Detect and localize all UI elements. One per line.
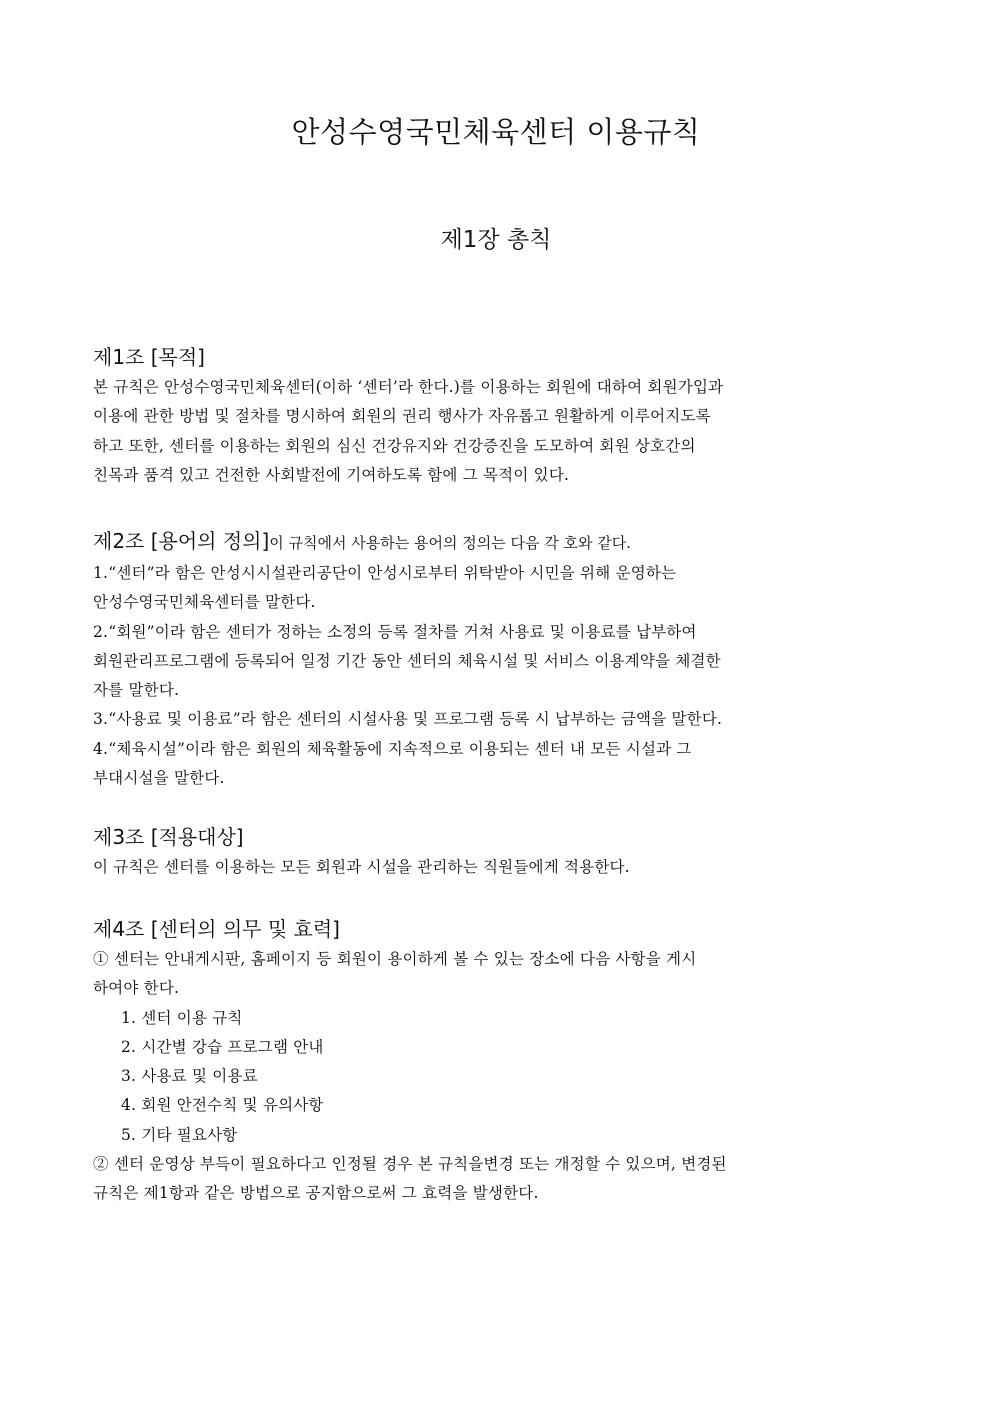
article-2-line: 2.“회원”이라 함은 센터가 정하는 소정의 등록 절차를 거쳐 사용료 및 이용료를 납부하여 bbox=[93, 622, 697, 641]
article-1-heading: 제1조 [목적] bbox=[93, 345, 205, 369]
article-3-line: 이 규칙은 센터를 이용하는 모든 회원과 시설을 관리하는 직원들에게 적용한다. bbox=[93, 858, 630, 876]
article-2-line: 안성수영국민체육센터를 말한다. bbox=[93, 593, 316, 612]
article-4-list-item: 5. 기타 필요사항 bbox=[121, 1125, 238, 1144]
article-4-line: ① 센터는 안내게시판, 홈페이지 등 회원이 용이하게 볼 수 있는 장소에 다음 사항을 게시 bbox=[93, 950, 697, 968]
article-1-line: 친목과 품격 있고 건전한 사회발전에 기여하도록 함에 그 목적이 있다. bbox=[93, 465, 570, 484]
article-2-line: 4.“체육시설”이라 함은 회원의 체육활동에 지속적으로 이용되는 센터 내 모든 시설과 그 bbox=[93, 739, 692, 758]
article-1-line: 하고 또한, 센터를 이용하는 회원의 심신 건강유지와 건강증진을 도모하여 회원 상호간의 bbox=[93, 436, 696, 455]
article-2-heading-row bbox=[93, 525, 923, 559]
chapter-title: 제1장 총칙 bbox=[440, 227, 552, 253]
article-3 bbox=[93, 821, 923, 882]
article-4-list-item: 3. 사용료 및 이용료 bbox=[121, 1067, 258, 1086]
article-1-line: 본 규칙은 안성수영국민체육센터(이하 ‘센터’라 한다.)를 이용하는 회원에 대하여 회원가입과 bbox=[93, 378, 724, 396]
article-2-line: 부대시설을 말한다. bbox=[93, 769, 225, 788]
article-2-line: 1.“센터”라 함은 안성시시설관리공단이 안성시로부터 위탁받아 시민을 위해 운영하는 bbox=[93, 564, 677, 582]
article-1-line: 이용에 관한 방법 및 절차를 명시하여 회원의 권리 행사가 자유롭고 원활하게 이루어지도록 bbox=[93, 407, 711, 426]
article-2-line: 3.“사용료 및 이용료”라 함은 센터의 시설사용 및 프로그램 등록 시 납부하는 금액을 말한다. bbox=[93, 710, 723, 729]
article-2-heading: 제2조 [용어의 정의] bbox=[93, 529, 270, 553]
article-2 bbox=[93, 525, 923, 793]
article-4-line: ② 센터 운영상 부득이 필요하다고 인정될 경우 본 규칙을변경 또는 개정할 수 있으며, 변경된 bbox=[93, 1155, 727, 1174]
article-4 bbox=[93, 913, 923, 1209]
article-2-line: 회원관리프로그램에 등록되어 일정 기간 동안 센터의 체육시설 및 서비스 이용계약을 체결한 bbox=[93, 651, 721, 670]
article-4-line: 규칙은 제1항과 같은 방법으로 공지함으로써 그 효력을 발생한다. bbox=[93, 1184, 539, 1203]
article-1 bbox=[93, 341, 923, 490]
article-2-line: 자를 말한다. bbox=[93, 681, 180, 700]
article-4-heading: 제4조 [센터의 의무 및 효력] bbox=[93, 917, 340, 941]
article-3-heading: 제3조 [적용대상] bbox=[93, 825, 244, 849]
article-4-list-item: 2. 시간별 강습 프로그램 안내 bbox=[121, 1037, 324, 1056]
article-4-list-item: 4. 회원 안전수칙 및 유의사항 bbox=[121, 1096, 324, 1115]
article-4-list-item: 1. 센터 이용 규칙 bbox=[121, 1008, 243, 1027]
article-4-line: 하여야 한다. bbox=[93, 979, 180, 998]
document-title: 안성수영국민체육센터 이용규칙 bbox=[291, 115, 701, 149]
article-2-lead: 이 규칙에서 사용하는 용어의 정의는 다음 각 호와 같다. bbox=[269, 534, 631, 552]
